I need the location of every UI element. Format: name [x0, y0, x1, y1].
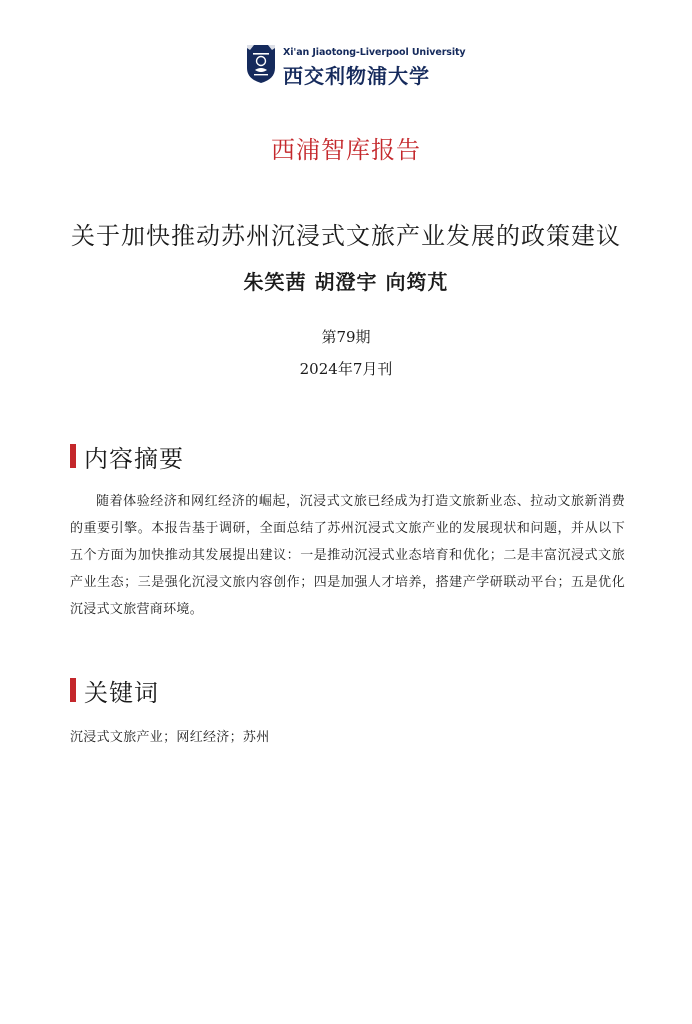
publication-date: 2024年7月刊: [299, 360, 393, 378]
issue-number: 第79期: [321, 328, 371, 346]
university-name-zh: 西交利物浦大学: [283, 64, 430, 88]
abstract-heading-text: 内容摘要: [84, 444, 184, 473]
abstract-heading: [70, 442, 184, 473]
heading-accent-bar: [70, 678, 76, 702]
university-logo: [246, 44, 466, 88]
keywords-heading-text: 关键词: [84, 678, 159, 707]
keywords-list: 沉浸式文旅产业；网红经济；苏州: [70, 730, 270, 745]
report-series-title: 西浦智库报告: [271, 136, 421, 164]
report-title: 关于加快推动苏州沉浸式文旅产业发展的政策建议: [71, 222, 621, 250]
keywords-heading: [70, 676, 159, 707]
report-authors: 朱笑茜 胡澄宇 向筠芃: [243, 270, 449, 294]
heading-accent-bar: [70, 444, 76, 468]
shield-icon: [246, 44, 276, 84]
university-name-en: Xi'an Jiaotong-Liverpool University: [283, 47, 466, 58]
abstract-body: 随着体验经济和网红经济的崛起，沉浸式文旅已经成为打造文旅新业态、拉动文旅新消费的重要引擎。本报告基于调研，全面总结了苏州沉浸式文旅产业的发展现状和问题，并从以下五个方面为加快推动其发展提出建议：一是推动沉浸式业态培育和优化；二是丰富沉浸式文旅产业生态；三是强化沉浸文旅内容创作；四是加强人才培养，搭建产学研联动平台；五是优化沉浸式文旅营商环境。: [70, 494, 625, 617]
